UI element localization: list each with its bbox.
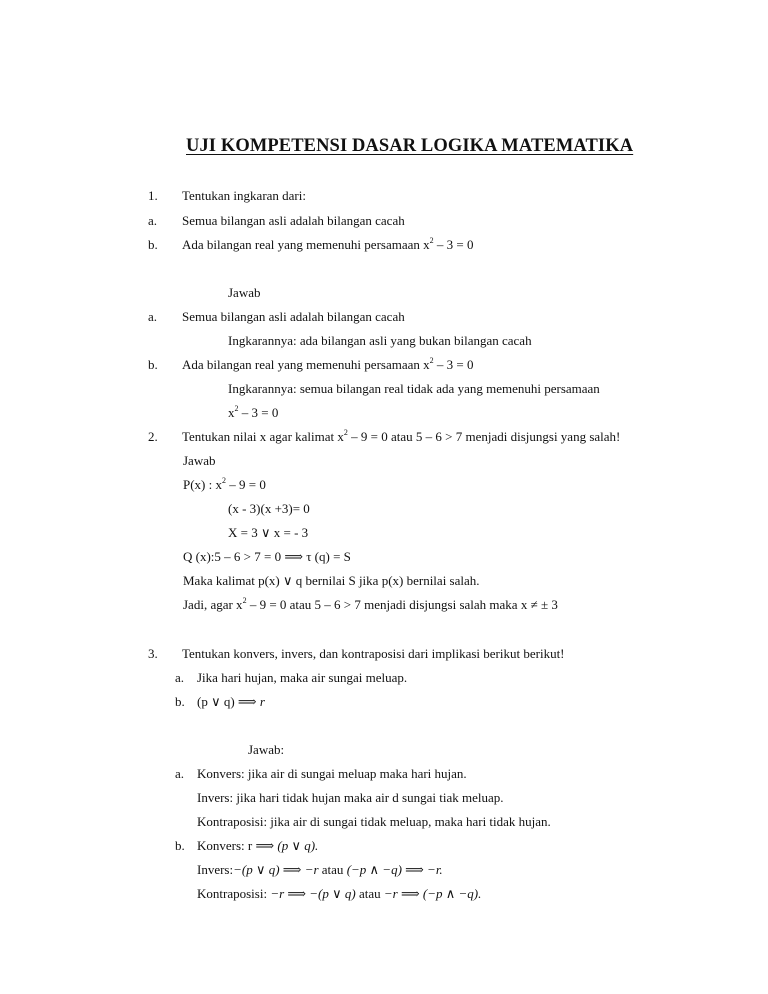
q1-ans-b-negation: Ingkarannya: semua bilangan real tidak ada yang memenuhi persamaan: [228, 381, 600, 396]
q3-b-statement: (p ∨ q) ⟹ r: [197, 694, 265, 709]
q3-konvers-b: Konvers: r ⟹ (p ∨ q).: [197, 838, 319, 853]
q3-a-text: Jika hari hujan, maka air sungai meluap.: [197, 670, 408, 685]
q2-qx: Q (x):5 – 6 > 7 = 0 ⟹ τ (q) = S: [183, 549, 351, 564]
q1-a-text: Semua bilangan asli adalah bilangan cacah: [182, 213, 405, 228]
q1-ans-a-negation: Ingkarannya: ada bilangan asli yang bukan bilangan cacah: [228, 333, 532, 348]
q1-ans-a-text: Semua bilangan asli adalah bilangan cacah: [182, 309, 405, 324]
q3-ans-a-marker: a.: [175, 766, 185, 781]
q3-b-marker: b.: [175, 694, 185, 709]
q3-number: 3.: [148, 646, 158, 661]
q3-ans-b-marker: b.: [175, 838, 185, 853]
q3-a-marker: a.: [175, 670, 185, 685]
q1-b-statement: Ada bilangan real yang memenuhi persamaan $x^2 - 3 = 0$: [182, 236, 474, 252]
q1-ans-a-marker: a.: [148, 309, 158, 324]
page-title: UJI KOMPETENSI DASAR LOGIKA MATEMATIKA: [186, 136, 634, 156]
q3-invers-a: Invers: jika hari tidak hujan maka air d sungai tiak meluap.: [197, 790, 504, 805]
q1-ans-b-marker: b.: [148, 357, 158, 372]
q2-solution: X = 3 ∨ x = - 3: [228, 525, 309, 540]
q1-question: Tentukan ingkaran dari:: [182, 188, 306, 203]
q3-question: Tentukan konvers, invers, dan kontraposisi dari implikasi berikut berikut!: [182, 646, 565, 661]
q1-a-marker: a.: [148, 213, 158, 228]
q2-answer-label: Jawab: [183, 453, 216, 468]
q2-question: Tentukan nilai x agar kalimat $x^2 - 9 = 0$ atau 5 – 6 > 7 menjadi disjungsi yang salah!: [182, 428, 621, 444]
q1-answer-label: Jawab: [228, 285, 261, 300]
q1-number: 1.: [148, 188, 158, 203]
q2-conclusion: Maka kalimat p(x) ∨ q bernilai S jika p(x) bernilai salah.: [183, 573, 480, 588]
q3-answer-label: Jawab:: [248, 742, 285, 757]
q2-number: 2.: [148, 429, 158, 444]
q3-kontraposisi-b: Kontraposisi: −r ⟹ −(p ∨ q) atau −r ⟹ (−p ∧ −q).: [197, 886, 482, 901]
q3-kontraposisi-a: Kontraposisi: jika air di sungai tidak meluap, maka hari tidak hujan.: [197, 814, 551, 829]
q1-ans-b-text: Ada bilangan real yang memenuhi persamaan $x^2 - 3 = 0$: [182, 356, 474, 372]
q3-konvers-a: Konvers: jika air di sungai meluap maka hari hujan.: [197, 766, 467, 781]
q1-ans-b-equation: $x^2 - 3 = 0$: [228, 404, 279, 420]
q1-b-marker: b.: [148, 237, 158, 252]
q2-px: P(x) : $x^2 - 9 = 0$: [183, 476, 266, 492]
q3-invers-b: Invers:−(p ∨ q) ⟹ −r atau (−p ∧ −q) ⟹ −r.: [197, 862, 443, 877]
q2-final: Jadi, agar $x^2 - 9 = 0$ atau 5 – 6 > 7 menjadi disjungsi salah maka x ≠ ± 3: [183, 596, 558, 612]
q2-factor: (x - 3)(x +3)= 0: [228, 501, 310, 516]
